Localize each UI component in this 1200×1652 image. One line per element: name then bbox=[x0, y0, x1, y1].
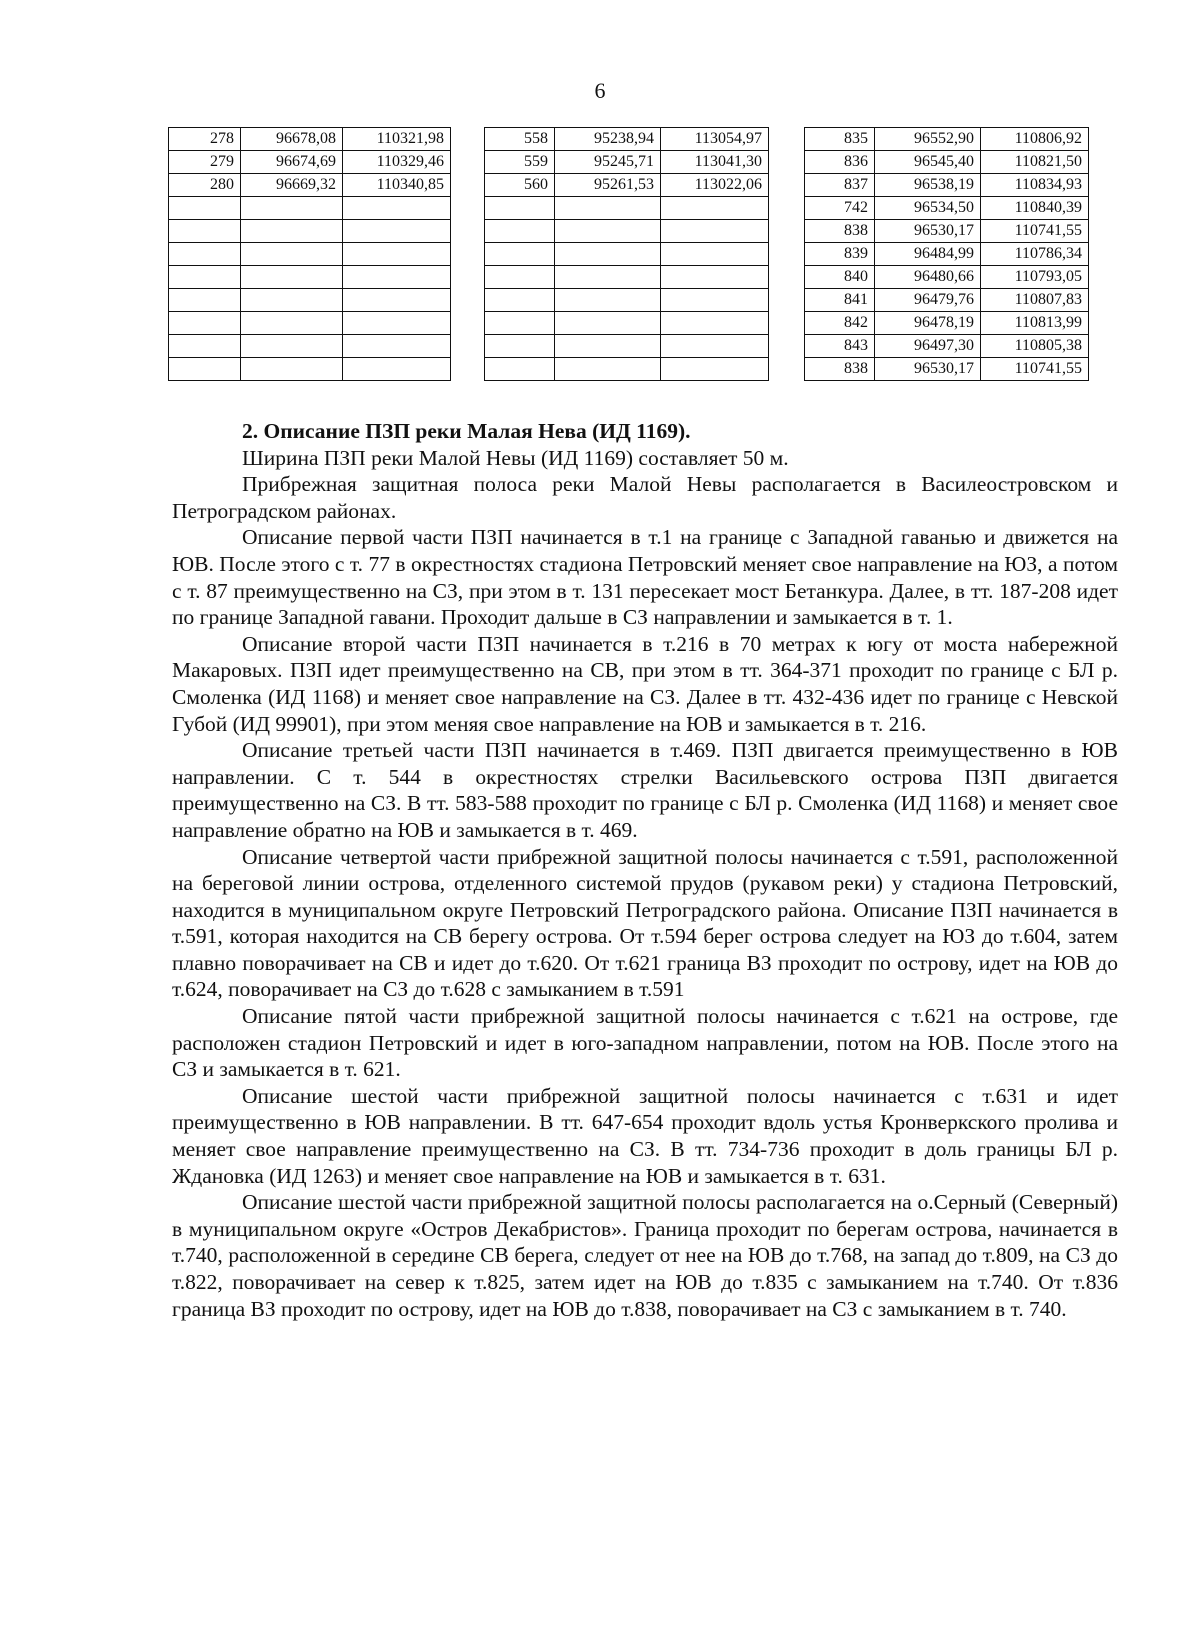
cell-y bbox=[343, 197, 451, 220]
cell-y bbox=[343, 358, 451, 381]
column-gap bbox=[769, 266, 805, 289]
table-row bbox=[169, 335, 1089, 358]
column-gap bbox=[451, 128, 485, 151]
cell-point bbox=[485, 220, 555, 243]
cell-y: 110805,38 bbox=[981, 335, 1089, 358]
paragraph: Описание первой части ПЗП начинается в т.1 на границе с Западной гаванью и движется на ЮВ. После этого с т. 77 в окрестностях стадиона Петровский меняет свое направление на ЮЗ, а потом с т. 87 преимущественно на СЗ, при этом в т. 131 пересекает мост Бетанкура. Далее, в тт. 187-208 идет по границе Западной гавани. Проходит дальше в СЗ направлении и замыкается в т. 1. bbox=[172, 525, 1118, 630]
column-gap bbox=[451, 358, 485, 381]
table-row bbox=[169, 289, 1089, 312]
cell-point: 742 bbox=[805, 197, 875, 220]
cell-y bbox=[661, 266, 769, 289]
cell-point bbox=[169, 220, 241, 243]
cell-x bbox=[555, 358, 661, 381]
column-gap bbox=[451, 174, 485, 197]
cell-x: 95245,71 bbox=[555, 151, 661, 174]
paragraph: Описание третьей части ПЗП начинается в т.469. ПЗП двигается преимущественно в ЮВ направлении. С т. 544 в окрестностях стрелки Васильевского острова ПЗП двигается преимущественно на СЗ. В тт. 583-588 проходит по границе с БЛ р. Смоленка (ИД 1168) и меняет свое направление обратно на ЮВ и замыкается в т. 469. bbox=[172, 738, 1118, 842]
cell-point: 559 bbox=[485, 151, 555, 174]
cell-x bbox=[241, 266, 343, 289]
cell-point: 836 bbox=[805, 151, 875, 174]
cell-y bbox=[343, 312, 451, 335]
cell-point: 560 bbox=[485, 174, 555, 197]
table-row bbox=[169, 266, 1089, 289]
cell-y bbox=[661, 335, 769, 358]
cell-point bbox=[485, 312, 555, 335]
cell-y bbox=[661, 312, 769, 335]
table-row bbox=[169, 151, 1089, 174]
cell-point bbox=[485, 335, 555, 358]
cell-point bbox=[169, 335, 241, 358]
table-row bbox=[169, 243, 1089, 266]
cell-point bbox=[169, 266, 241, 289]
cell-point: 841 bbox=[805, 289, 875, 312]
cell-x: 95238,94 bbox=[555, 128, 661, 151]
cell-x: 96534,50 bbox=[875, 197, 981, 220]
paragraph: Прибрежная защитная полоса реки Малой Невы располагается в Василеостровском и Петроградском районах. bbox=[172, 472, 1118, 523]
table-row bbox=[169, 312, 1089, 335]
cell-y: 113022,06 bbox=[661, 174, 769, 197]
cell-x bbox=[555, 266, 661, 289]
cell-y bbox=[343, 289, 451, 312]
cell-y: 110806,92 bbox=[981, 128, 1089, 151]
cell-x bbox=[555, 289, 661, 312]
cell-point: 839 bbox=[805, 243, 875, 266]
cell-x bbox=[241, 243, 343, 266]
cell-x bbox=[555, 243, 661, 266]
paragraph: Описание четвертой части прибрежной защитной полосы начинается с т.591, расположенной на береговой линии острова, отделенного системой прудов (рукавом реки) у стадиона Петровский, находится в муниципальном округе Петровский Петроградского района. Описание ПЗП начинается в т.591, которая находится на СВ берегу острова. От т.594 берег острова следует на ЮЗ до т.604, затем плавно поворачивает на СВ и идет до т.620. От т.621 граница ВЗ проходит по острову, идет на ЮВ до т.624, поворачивает на СЗ до т.628 с замыканием в т.591 bbox=[172, 844, 1118, 1002]
cell-y: 113054,97 bbox=[661, 128, 769, 151]
cell-x bbox=[241, 358, 343, 381]
cell-y: 110321,98 bbox=[343, 128, 451, 151]
cell-y bbox=[661, 289, 769, 312]
cell-point bbox=[485, 266, 555, 289]
cell-x: 96530,17 bbox=[875, 220, 981, 243]
page-number: 6 bbox=[594, 78, 606, 103]
cell-y: 110840,39 bbox=[981, 197, 1089, 220]
cell-point: 558 bbox=[485, 128, 555, 151]
cell-x: 96674,69 bbox=[241, 151, 343, 174]
cell-y bbox=[343, 335, 451, 358]
cell-y bbox=[343, 243, 451, 266]
cell-y: 110813,99 bbox=[981, 312, 1089, 335]
cell-point: 837 bbox=[805, 174, 875, 197]
cell-x bbox=[241, 289, 343, 312]
column-gap bbox=[769, 335, 805, 358]
column-gap bbox=[769, 220, 805, 243]
cell-x bbox=[241, 197, 343, 220]
cell-x bbox=[555, 220, 661, 243]
cell-x: 96484,99 bbox=[875, 243, 981, 266]
cell-point bbox=[485, 243, 555, 266]
cell-point bbox=[485, 358, 555, 381]
cell-x: 96478,19 bbox=[875, 312, 981, 335]
cell-x: 96538,19 bbox=[875, 174, 981, 197]
column-gap bbox=[769, 243, 805, 266]
cell-y: 110741,55 bbox=[981, 358, 1089, 381]
cell-y: 110821,50 bbox=[981, 151, 1089, 174]
paragraph: Описание шестой части прибрежной защитной полосы располагается на о.Серный (Северный) в муниципальном округе «Остров Декабристов». Граница проходит по берегам острова, начинается в т.740, расположенной в середине СВ берега, следует от нее на ЮВ до т.768, на запад до т.809, на СЗ до т.822, поворачивает на север к т.825, затем идет на ЮВ до т.835 с замыканием на т.740. От т.836 граница ВЗ проходит по острову, идет на ЮВ до т.838, поворачивает на СЗ с замыканием в т. 740. bbox=[172, 1190, 1118, 1321]
column-gap bbox=[769, 128, 805, 151]
cell-y bbox=[661, 197, 769, 220]
cell-y: 110793,05 bbox=[981, 266, 1089, 289]
table-row bbox=[169, 197, 1089, 220]
cell-point: 842 bbox=[805, 312, 875, 335]
cell-point: 279 bbox=[169, 151, 241, 174]
cell-point bbox=[169, 197, 241, 220]
table-row bbox=[169, 174, 1089, 197]
cell-x bbox=[555, 312, 661, 335]
section-heading: 2. Описание ПЗП реки Малая Нева (ИД 1169). bbox=[242, 419, 691, 443]
cell-point: 838 bbox=[805, 220, 875, 243]
cell-x bbox=[241, 312, 343, 335]
cell-y: 110329,46 bbox=[343, 151, 451, 174]
table-row bbox=[169, 358, 1089, 381]
column-gap bbox=[451, 243, 485, 266]
column-gap bbox=[451, 289, 485, 312]
cell-point bbox=[169, 358, 241, 381]
cell-y bbox=[343, 220, 451, 243]
column-gap bbox=[451, 197, 485, 220]
cell-x bbox=[555, 335, 661, 358]
cell-x: 96479,76 bbox=[875, 289, 981, 312]
column-gap bbox=[451, 151, 485, 174]
paragraph: Ширина ПЗП реки Малой Невы (ИД 1169) составляет 50 м. bbox=[242, 445, 789, 470]
cell-x: 96678,08 bbox=[241, 128, 343, 151]
cell-y: 110834,93 bbox=[981, 174, 1089, 197]
cell-point: 840 bbox=[805, 266, 875, 289]
paragraph: Описание шестой части прибрежной защитной полосы начинается с т.631 и идет преимущественно в ЮВ направлении. В тт. 647-654 проходит вдоль устья Кронверкского пролива и меняет свое направление преимущественно на СЗ. В тт. 734-736 проходит в доль границы БЛ р. Ждановка (ИД 1263) и меняет свое направление на ЮВ и замыкается в т. 631. bbox=[172, 1083, 1118, 1188]
cell-x: 96669,32 bbox=[241, 174, 343, 197]
cell-point bbox=[485, 289, 555, 312]
table-row bbox=[169, 220, 1089, 243]
column-gap bbox=[769, 312, 805, 335]
column-gap bbox=[769, 197, 805, 220]
cell-y bbox=[661, 243, 769, 266]
cell-x bbox=[241, 335, 343, 358]
coordinates-table bbox=[168, 127, 1089, 381]
cell-y: 110786,34 bbox=[981, 243, 1089, 266]
cell-x: 95261,53 bbox=[555, 174, 661, 197]
cell-point bbox=[169, 243, 241, 266]
cell-point: 838 bbox=[805, 358, 875, 381]
column-gap bbox=[451, 312, 485, 335]
cell-point: 280 bbox=[169, 174, 241, 197]
cell-y bbox=[661, 220, 769, 243]
cell-y: 110340,85 bbox=[343, 174, 451, 197]
cell-x: 96545,40 bbox=[875, 151, 981, 174]
cell-x bbox=[241, 220, 343, 243]
cell-x: 96552,90 bbox=[875, 128, 981, 151]
cell-x: 96480,66 bbox=[875, 266, 981, 289]
table-row bbox=[169, 128, 1089, 151]
section-body bbox=[172, 418, 1118, 1322]
cell-x bbox=[555, 197, 661, 220]
cell-y: 113041,30 bbox=[661, 151, 769, 174]
cell-point: 835 bbox=[805, 128, 875, 151]
cell-y bbox=[661, 358, 769, 381]
column-gap bbox=[451, 266, 485, 289]
column-gap bbox=[769, 151, 805, 174]
cell-y: 110807,83 bbox=[981, 289, 1089, 312]
cell-y bbox=[343, 266, 451, 289]
cell-point: 843 bbox=[805, 335, 875, 358]
column-gap bbox=[769, 174, 805, 197]
cell-x: 96497,30 bbox=[875, 335, 981, 358]
column-gap bbox=[769, 289, 805, 312]
column-gap bbox=[451, 335, 485, 358]
cell-y: 110741,55 bbox=[981, 220, 1089, 243]
cell-point bbox=[169, 289, 241, 312]
cell-point: 278 bbox=[169, 128, 241, 151]
column-gap bbox=[769, 358, 805, 381]
cell-point bbox=[485, 197, 555, 220]
column-gap bbox=[451, 220, 485, 243]
paragraph: Описание пятой части прибрежной защитной полосы начинается с т.621 на острове, где расположен стадион Петровский и идет в юго-западном направлении, потом на ЮВ. После этого на СЗ и замыкается в т. 621. bbox=[172, 1004, 1118, 1082]
cell-point bbox=[169, 312, 241, 335]
cell-x: 96530,17 bbox=[875, 358, 981, 381]
paragraph: Описание второй части ПЗП начинается в т.216 в 70 метрах к югу от моста набережной Макаровых. ПЗП идет преимущественно на СВ, при этом в тт. 364-371 проходит по границе с БЛ р. Смоленка (ИД 1168) и меняет свое направление на СЗ. Далее в тт. 432-436 идет по границе с Невской Губой (ИД 99901), при этом меняя свое направление на ЮВ и замыкается в т. 216. bbox=[172, 631, 1118, 736]
